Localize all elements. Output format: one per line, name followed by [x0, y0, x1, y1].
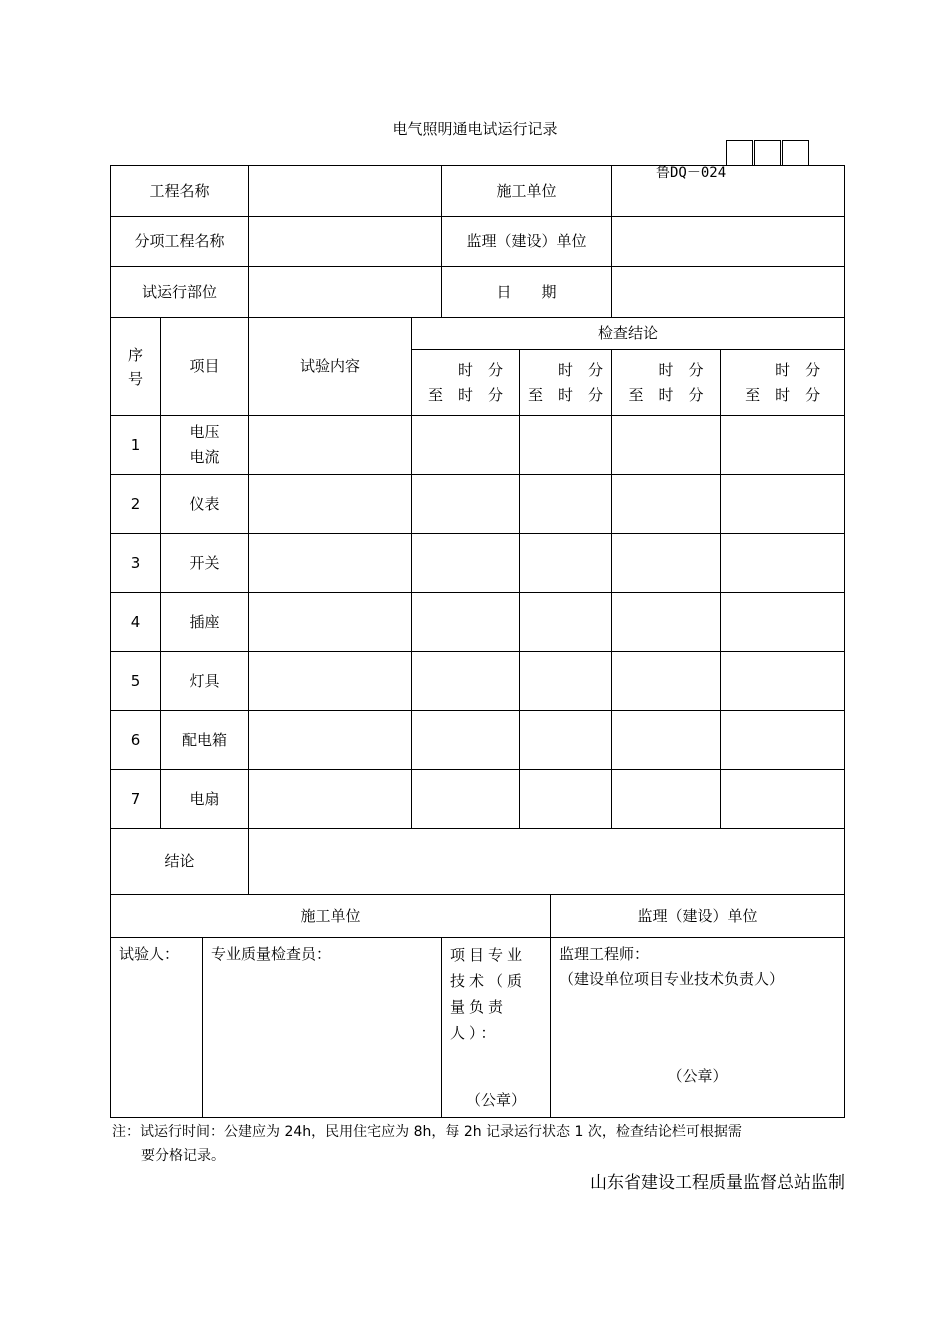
row-result-2[interactable]	[520, 770, 612, 829]
row-result-4[interactable]	[721, 770, 845, 829]
row-result-3[interactable]	[612, 711, 721, 770]
supervision-unit-label: 监理（建设）单位	[442, 217, 612, 267]
table-row	[111, 475, 845, 534]
row-result-4[interactable]	[721, 534, 845, 593]
row-item: 配电箱	[161, 711, 249, 770]
row-number: 6	[111, 711, 161, 770]
conclusion-input[interactable]	[249, 829, 845, 895]
table-row	[111, 770, 845, 829]
row-result-4[interactable]	[721, 652, 845, 711]
supervisor-cell[interactable]	[551, 938, 845, 1118]
code-box-2	[754, 140, 781, 165]
table-row	[111, 534, 845, 593]
table-row	[111, 593, 845, 652]
table-row	[111, 652, 845, 711]
row-number: 7	[111, 770, 161, 829]
table-row	[111, 416, 845, 475]
row-result-2[interactable]	[520, 416, 612, 475]
builder-tech-lead-label: （建设单位项目专业技术负责人）	[559, 970, 785, 988]
row-result-1[interactable]	[412, 416, 520, 475]
sub-project-label: 分项工程名称	[111, 217, 249, 267]
row-result-4[interactable]	[721, 475, 845, 534]
sig-supervision-unit-header: 监理（建设）单位	[551, 895, 845, 938]
sig-construction-unit-header: 施工单位	[111, 895, 551, 938]
row-content[interactable]	[249, 770, 412, 829]
quality-inspector-cell[interactable]	[203, 938, 442, 1118]
time-slot-3: 时 分 至 时 分	[612, 350, 721, 416]
row-result-1[interactable]	[412, 534, 520, 593]
date-label: 日 期	[442, 267, 612, 318]
row-result-3[interactable]	[612, 652, 721, 711]
project-name-label: 工程名称	[111, 166, 249, 217]
row-item: 仪表	[161, 475, 249, 534]
time-slot-2: 时 分 至 时 分	[520, 350, 612, 416]
tech-lead-label: 项目专业技术（质量负责人）：	[450, 946, 527, 1042]
row-item: 开关	[161, 534, 249, 593]
supervisor-engineer-label: 监理工程师：	[559, 945, 650, 963]
row-content[interactable]	[249, 475, 412, 534]
row-number: 4	[111, 593, 161, 652]
time-slot-1: 时 分 至 时 分	[412, 350, 520, 416]
row-content[interactable]	[249, 593, 412, 652]
project-name-input[interactable]	[249, 166, 442, 217]
row-result-1[interactable]	[412, 770, 520, 829]
row-item: 灯具	[161, 652, 249, 711]
seq-header: 序号	[111, 318, 161, 416]
row-content[interactable]	[249, 416, 412, 475]
row-item: 电压 电流	[161, 416, 249, 475]
row-number: 3	[111, 534, 161, 593]
item-header: 项目	[161, 318, 249, 416]
construction-unit-label: 施工单位	[442, 166, 612, 217]
row-result-4[interactable]	[721, 416, 845, 475]
row-result-2[interactable]	[520, 652, 612, 711]
row-content[interactable]	[249, 534, 412, 593]
record-table	[110, 165, 845, 1118]
row-result-1[interactable]	[412, 593, 520, 652]
row-result-3[interactable]	[612, 770, 721, 829]
row-result-2[interactable]	[520, 475, 612, 534]
row-content[interactable]	[249, 711, 412, 770]
code-box-1	[726, 140, 753, 165]
trial-location-input[interactable]	[249, 267, 442, 318]
table-row	[111, 711, 845, 770]
tester-label: 试验人：	[119, 945, 180, 963]
row-result-2[interactable]	[520, 711, 612, 770]
seal-right: （公章）	[667, 1067, 728, 1085]
tester-cell[interactable]	[111, 938, 203, 1118]
trial-location-label: 试运行部位	[111, 267, 249, 318]
row-result-2[interactable]	[520, 534, 612, 593]
row-result-2[interactable]	[520, 593, 612, 652]
row-result-3[interactable]	[612, 593, 721, 652]
conclusion-header: 检查结论	[412, 318, 845, 350]
row-number: 2	[111, 475, 161, 534]
conclusion-label: 结论	[111, 829, 249, 895]
row-item: 插座	[161, 593, 249, 652]
time-slot-4: 时 分 至 时 分	[721, 350, 845, 416]
footer-issuer: 山东省建设工程质量监督总站监制	[590, 1173, 845, 1193]
row-result-1[interactable]	[412, 711, 520, 770]
row-number: 1	[111, 416, 161, 475]
supervision-unit-input[interactable]	[612, 217, 845, 267]
date-input[interactable]	[612, 267, 845, 318]
row-result-3[interactable]	[612, 534, 721, 593]
construction-unit-input[interactable]	[612, 166, 845, 217]
row-result-4[interactable]	[721, 711, 845, 770]
form-title: 电气照明通电试运行记录	[392, 120, 558, 138]
sub-project-input[interactable]	[249, 217, 442, 267]
code-box-3	[782, 140, 809, 165]
row-content[interactable]	[249, 652, 412, 711]
note-line-2: 要分格记录。	[141, 1148, 225, 1164]
row-result-1[interactable]	[412, 652, 520, 711]
form-code: 鲁DQ－024	[656, 165, 727, 181]
row-result-4[interactable]	[721, 593, 845, 652]
row-number: 5	[111, 652, 161, 711]
quality-inspector-label: 专业质量检查员：	[211, 945, 332, 963]
row-result-3[interactable]	[612, 475, 721, 534]
note-line-1: 注：试运行时间：公建应为 24h，民用住宅应为 8h，每 2h 记录运行状态 1 次，检查结论栏可根据需	[112, 1124, 742, 1140]
row-item: 电扇	[161, 770, 249, 829]
row-result-1[interactable]	[412, 475, 520, 534]
seal-left: （公章）	[466, 1091, 527, 1109]
tech-lead-cell[interactable]	[442, 938, 551, 1118]
content-header: 试验内容	[249, 318, 412, 416]
row-result-3[interactable]	[612, 416, 721, 475]
